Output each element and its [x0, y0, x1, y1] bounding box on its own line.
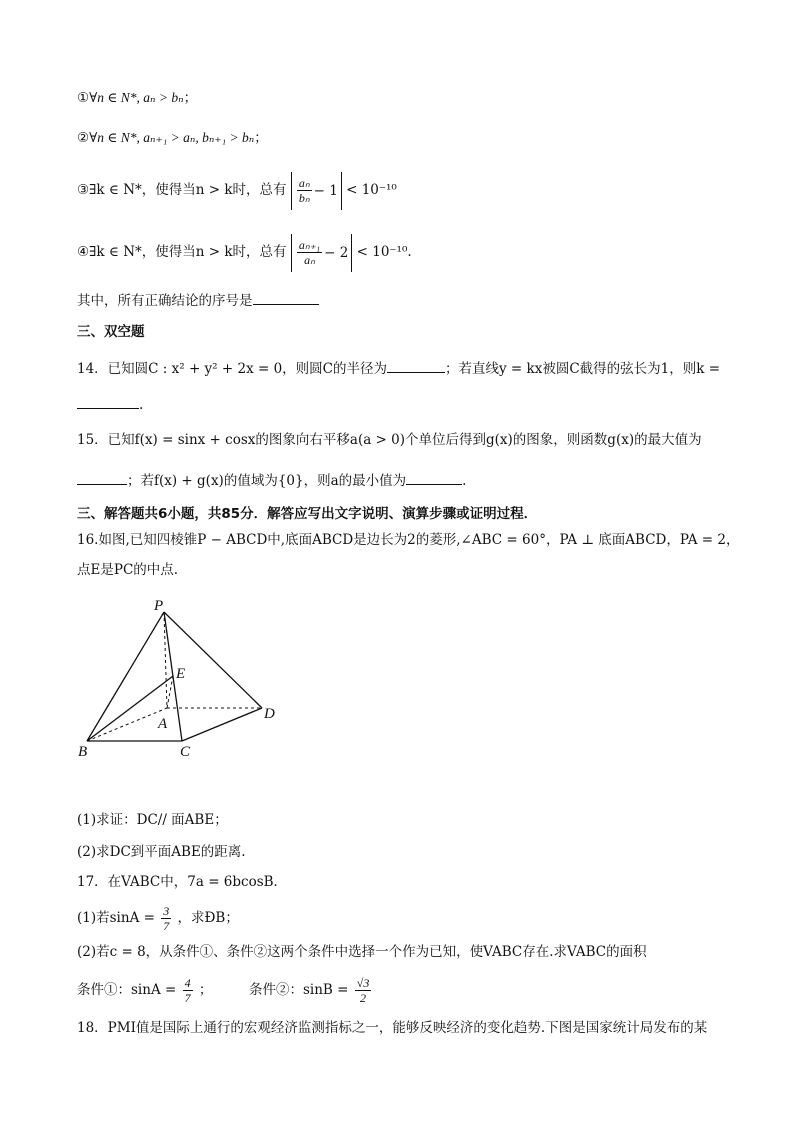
question-17-line-1: 17．在VABC中，7a = 6bcosB．: [77, 874, 288, 890]
label-A: A: [158, 716, 168, 732]
label-B: B: [78, 744, 88, 760]
label-C: C: [180, 744, 191, 760]
q15-part-c: .: [462, 473, 467, 489]
statement-2: [77, 128, 268, 148]
statement-3-lead: ∃k ∈ N*，使得当n > k时，总有: [89, 182, 287, 198]
question-17-part-1: [77, 900, 239, 936]
edge-PB: [87, 612, 164, 741]
statement-3-tail: − 1: [313, 182, 338, 199]
statement-1-end: ；: [183, 90, 198, 106]
q17-cond1-lead: 条件①：sinA =: [77, 982, 177, 998]
question-15: [77, 430, 702, 450]
q17-part1-lead: (1)若sinA =: [77, 910, 155, 926]
section-heading-answer: 三、解答题共6小题，共85分．解答应写出文字说明、演算步骤或证明过程．: [77, 506, 538, 522]
label-D: D: [264, 706, 275, 722]
label-P: P: [154, 598, 164, 614]
question-16-line-2: 点E是PC的中点.: [77, 562, 179, 578]
conclusion-line: [77, 290, 319, 311]
edge-BA: [87, 708, 167, 741]
q17-cond1-numerator: 4: [184, 976, 191, 990]
q14-blank-1[interactable]: [387, 358, 445, 373]
edge-CD: [182, 708, 262, 741]
q14-part-c: .: [139, 397, 144, 413]
question-18-line-1: 18．PMI值是国际上通行的宏观经济监测指标之一，能够反映经济的变化趋势.下图是国家统计局发布的某: [77, 1020, 708, 1036]
statement-3: [77, 170, 397, 210]
answer-blank[interactable]: [253, 290, 319, 305]
statement-3-denominator: bₙ: [298, 191, 310, 205]
question-17-conditions: [77, 972, 373, 1008]
statement-4-lead: ∃k ∈ N*，使得当n > k时，总有: [89, 244, 287, 260]
statement-1-math: ∀n ∈ N*, aₙ > bₙ: [89, 90, 184, 105]
q17-cond1-fraction: [183, 976, 193, 1005]
q17-cond2-fraction: [355, 976, 372, 1005]
question-16-part-2: (2)求DC到平面ABE的距离.: [77, 844, 246, 860]
q17-cond2-denominator: 2: [360, 991, 367, 1005]
statement-4-numerator: aₙ₊₁: [298, 238, 321, 252]
question-16-line-1: 16.如图,已知四棱锥P − ABCD中,底面ABCD是边长为2的菱形,∠ABC = 60°，PA ⊥ 底面ABCD，PA = 2，: [77, 532, 740, 548]
q17-part1-fraction: [161, 904, 171, 933]
question-15-cont: [77, 470, 466, 491]
question-17-part-2: (2)若c = 8，从条件①、条件②这两个条件中选择一个作为已知，使VABC存在.求VABC的面积: [77, 944, 647, 960]
q17-part1-tail: ，求ÐB；: [177, 910, 239, 926]
q17-cond2-lead: 条件②：sinB =: [248, 982, 349, 998]
pyramid-figure: [72, 596, 292, 766]
statement-3-number: ③: [77, 182, 90, 198]
q15-blank-1[interactable]: [77, 470, 127, 485]
q17-cond1-tail: ；: [198, 982, 213, 998]
statement-3-rhs: < 10⁻¹⁰: [346, 182, 397, 198]
statement-3-fraction: [297, 176, 312, 205]
conclusion-text: 其中，所有正确结论的序号是: [77, 293, 253, 309]
q14-part-b: ；若直线y = kx被圆C截得的弦长为1，则k =: [445, 361, 721, 377]
q17-part1-numerator: 3: [163, 904, 170, 918]
q15-part-b: ；若f(x) + g(x)的值域为{0}，则a的最小值为: [127, 473, 407, 489]
statement-1: [77, 88, 197, 108]
q17-cond2-numerator: √3: [356, 976, 370, 990]
q14-blank-2[interactable]: [77, 394, 139, 409]
q15-part-a: 15．已知f(x) = sinx + cosx的图象向右平移a(a > 0)个单位后得到g(x)的图象，则函数g(x)的最大值为: [77, 432, 702, 448]
statement-4-abs: [291, 234, 353, 272]
statement-4-tail: − 2: [324, 244, 349, 261]
question-14: [77, 358, 720, 379]
q17-part1-denominator: 7: [163, 919, 170, 933]
statement-2-end: ；: [254, 130, 268, 146]
statement-4-fraction: [297, 238, 322, 267]
q17-cond1-denominator: 7: [184, 991, 191, 1005]
statement-4-number: ④: [77, 244, 90, 260]
statement-4: [77, 232, 412, 272]
edge-PD: [164, 612, 262, 708]
statement-2-number: ②: [77, 130, 90, 146]
section-heading-dual: 三、双空题: [77, 324, 145, 340]
label-E: E: [176, 666, 186, 682]
statement-3-abs: [291, 172, 342, 210]
q15-blank-2[interactable]: [406, 470, 462, 485]
question-16-part-1: (1)求证：DC// 面ABE；: [77, 812, 228, 828]
question-14-cont: [77, 394, 143, 415]
statement-2-math: ∀n ∈ N*, aₙ₊₁ > aₙ, bₙ₊₁ > bₙ: [89, 130, 255, 145]
edge-AE: [167, 676, 173, 708]
statement-4-denominator: aₙ: [304, 253, 315, 267]
q14-part-a: 14．已知圆C : x² + y² + 2x = 0，则圆C的半径为: [77, 361, 388, 377]
statement-3-numerator: aₙ: [298, 176, 310, 190]
statement-1-number: ①: [77, 90, 90, 106]
statement-4-rhs: < 10⁻¹⁰.: [356, 244, 412, 260]
